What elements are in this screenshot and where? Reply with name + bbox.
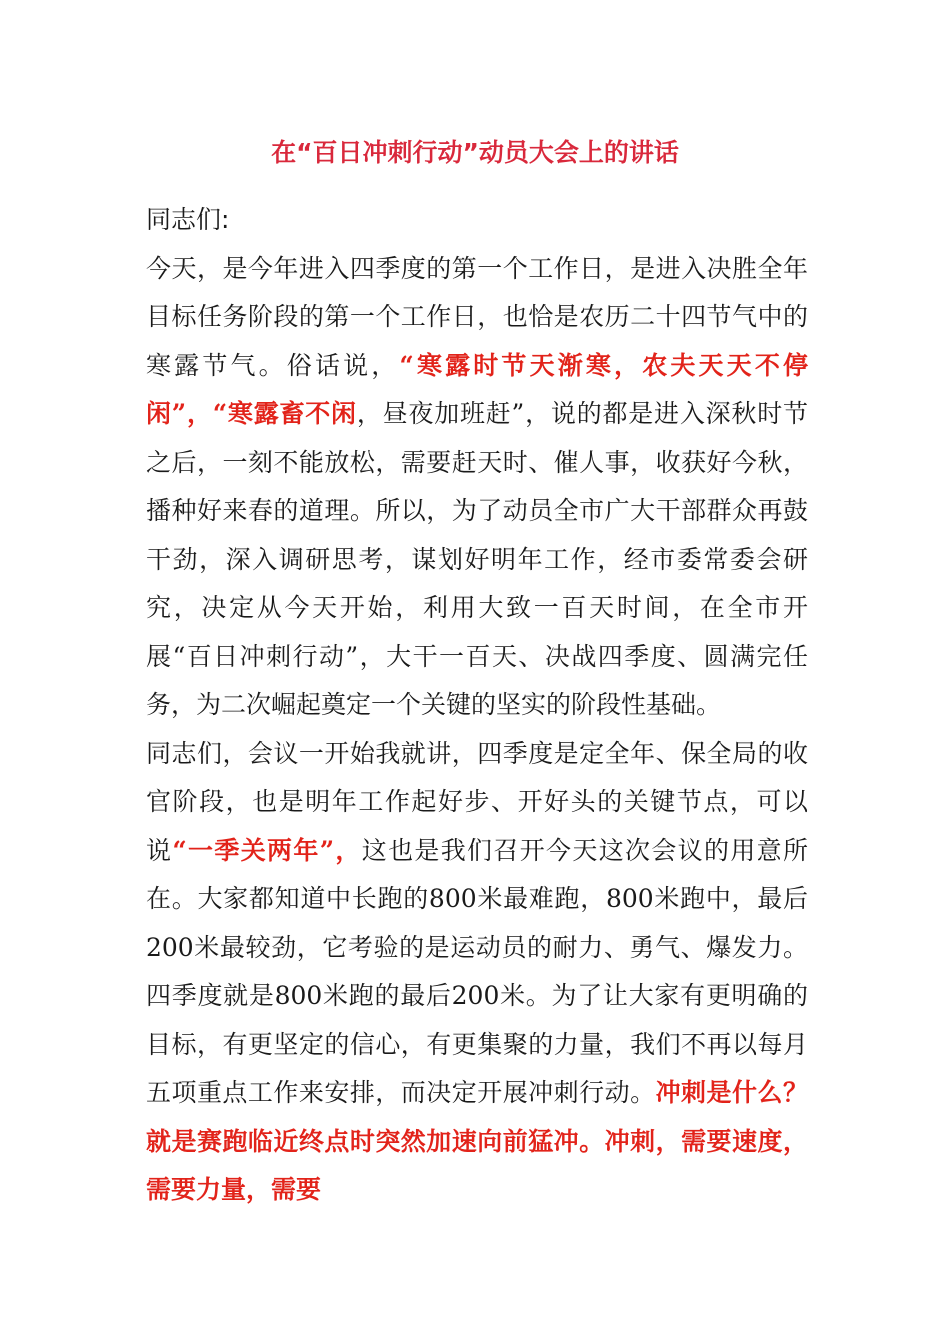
document-body	[146, 196, 808, 1215]
paragraph-1-text-b: ，昼夜加班赶”，说的都是进入深秋时节之后，一刻不能放松，需要赶天时、催人事，收获好今秋，播种好来春的道理。所以，为了动员全市广大干部群众再鼓干劲，深入调研思考，谋划好明年工作，经市委常委会研究，决定从今天开始，利用大致一百天时间，在全市开展“百日冲刺行动”，大干一百天、决战四季度、圆满完任务，为二次崛起奠定一个关键的坚实的阶段性基础。	[146, 399, 808, 719]
document-title: 在“百日冲刺行动”动员大会上的讲话	[271, 138, 679, 167]
paragraph-1	[146, 245, 808, 730]
paragraph-2-highlight-2: 冲刺是什么？就是赛跑临近终点时突然加速向前猛冲。冲刺，需要速度，需要力量，需要	[146, 1078, 808, 1204]
salutation: 同志们:	[146, 205, 230, 234]
paragraph-2-text-b: 这也是我们召开今天这次会议的用意所在。大家都知道中长跑的800米最难跑，800米跑中，最后200米最较劲，它考验的是运动员的耐力、勇气、爆发力。四季度就是800米跑的最后200米。为了让大家有更明确的目标，有更坚定的信心，有更集聚的力量，我们不再以每月五项重点工作来安排，而决定开展冲刺行动。	[146, 835, 808, 1107]
paragraph-2-highlight-1: “一季关两年”，	[172, 835, 362, 865]
paragraph-2	[146, 730, 808, 1215]
paragraph-1-text-a: 今天，是今年进入四季度的第一个工作日，是进入决胜全年目标任务阶段的第一个工作日，也恰是农历二十四节气中的寒露节气。俗话说，	[146, 253, 808, 380]
paragraph-2-text-a: 同志们，会议一开始我就讲，四季度是定全年、保全局的收官阶段，也是明年工作起好步、开好头的关键节点，可以说	[146, 738, 808, 865]
paragraph-1-highlight: “寒露时节天渐寒，农夫天天不停闲”，“寒露畜不闲	[146, 350, 808, 428]
